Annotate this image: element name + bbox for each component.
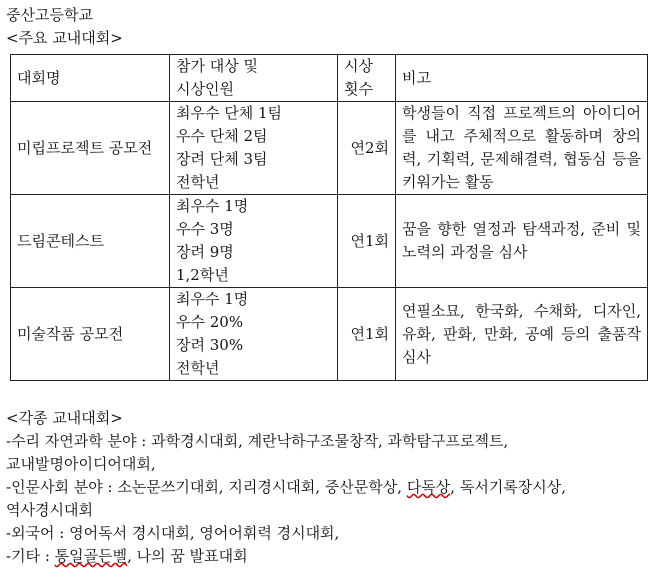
- category-label: -수리 자연과학 분야 :: [6, 432, 152, 450]
- award-item: 장려 30%: [176, 336, 244, 354]
- award-count: 연2회: [338, 102, 396, 195]
- award-item: 우수 단체 2팀: [176, 127, 268, 145]
- award-eligibility: 1,2학년: [176, 266, 229, 284]
- category-other: [6, 545, 642, 568]
- section-spacer: [6, 381, 650, 407]
- category-items: 과학경시대회, 계란낙하구조물창작, 과학탐구프로젝트, 교내발명아이디어대회,: [6, 432, 509, 473]
- table-header-row: [11, 55, 648, 102]
- category-humanities: [6, 476, 642, 522]
- header-contest-name: 대회명: [11, 55, 170, 102]
- header-count: [338, 55, 396, 102]
- category-items: 소논문쓰기대회, 지리경시대회, 중산문학상,: [117, 478, 407, 496]
- header-target-line2: 시상인원: [176, 80, 234, 98]
- category-science: [6, 430, 642, 476]
- award-list: [170, 102, 338, 195]
- award-item: 최우수 1명: [176, 290, 249, 308]
- category-label: -인문사회 분야 :: [6, 478, 118, 496]
- header-target: [170, 55, 338, 102]
- contest-table: [10, 54, 648, 381]
- award-item: 최우수 단체 1팀: [176, 104, 283, 122]
- award-eligibility: 전학년: [176, 359, 220, 377]
- contest-name: 미립프로젝트 공모전: [11, 102, 170, 195]
- award-count: 연1회: [338, 195, 396, 288]
- various-section-title: <각종 교내대회>: [6, 409, 123, 427]
- award-item: 최우수 1명: [176, 197, 249, 215]
- header-count-line1: 시상: [344, 57, 373, 75]
- table-row: [11, 102, 648, 195]
- category-items: 영어독서 경시대회, 영어어휘력 경시대회,: [69, 524, 340, 542]
- award-item: 장려 단체 3팀: [176, 150, 268, 168]
- category-items-marked: 다독상: [406, 478, 451, 496]
- table-row: [11, 288, 648, 381]
- award-count: 연1회: [338, 288, 396, 381]
- contest-name: 미술작품 공모전: [11, 288, 170, 381]
- award-eligibility: 전학년: [176, 173, 220, 191]
- category-items: , 독서기록장시상, 역사경시대회: [6, 478, 567, 519]
- table-row: [11, 195, 648, 288]
- category-items-marked: 통일골든벨: [54, 547, 128, 565]
- category-foreign-language: [6, 522, 642, 545]
- category-label: -외국어 :: [6, 524, 70, 542]
- header-target-line1: 참가 대상 및: [176, 57, 258, 75]
- main-section-title: <주요 교내대회>: [6, 29, 123, 47]
- award-item: 우수 3명: [176, 220, 234, 238]
- category-items: , 나의 꿈 발표대회: [127, 547, 248, 565]
- header-count-line2: 횟수: [344, 80, 373, 98]
- contest-name: 드림콘테스트: [11, 195, 170, 288]
- contest-remarks: 꿈을 향한 열정과 탐색과정, 준비 및 노력의 과정을 심사: [396, 195, 648, 288]
- award-list: [170, 288, 338, 381]
- award-item: 우수 20%: [176, 313, 244, 331]
- award-item: 장려 9명: [176, 243, 234, 261]
- contest-remarks: 연필소묘, 한국화, 수채화, 디자인, 유화, 판화, 만화, 공예 등의 출품작 심사: [396, 288, 648, 381]
- award-list: [170, 195, 338, 288]
- category-label: -기타 :: [6, 547, 55, 565]
- contest-table-wrapper: [10, 54, 648, 381]
- school-name: 중산고등학교: [6, 6, 93, 24]
- contest-remarks: 학생들이 직접 프로젝트의 아이디어를 내고 주체적으로 활동하며 창의력, 기획력, 문제해결력, 협동심 등을 키워가는 활동: [396, 102, 648, 195]
- header-remarks: 비고: [396, 55, 648, 102]
